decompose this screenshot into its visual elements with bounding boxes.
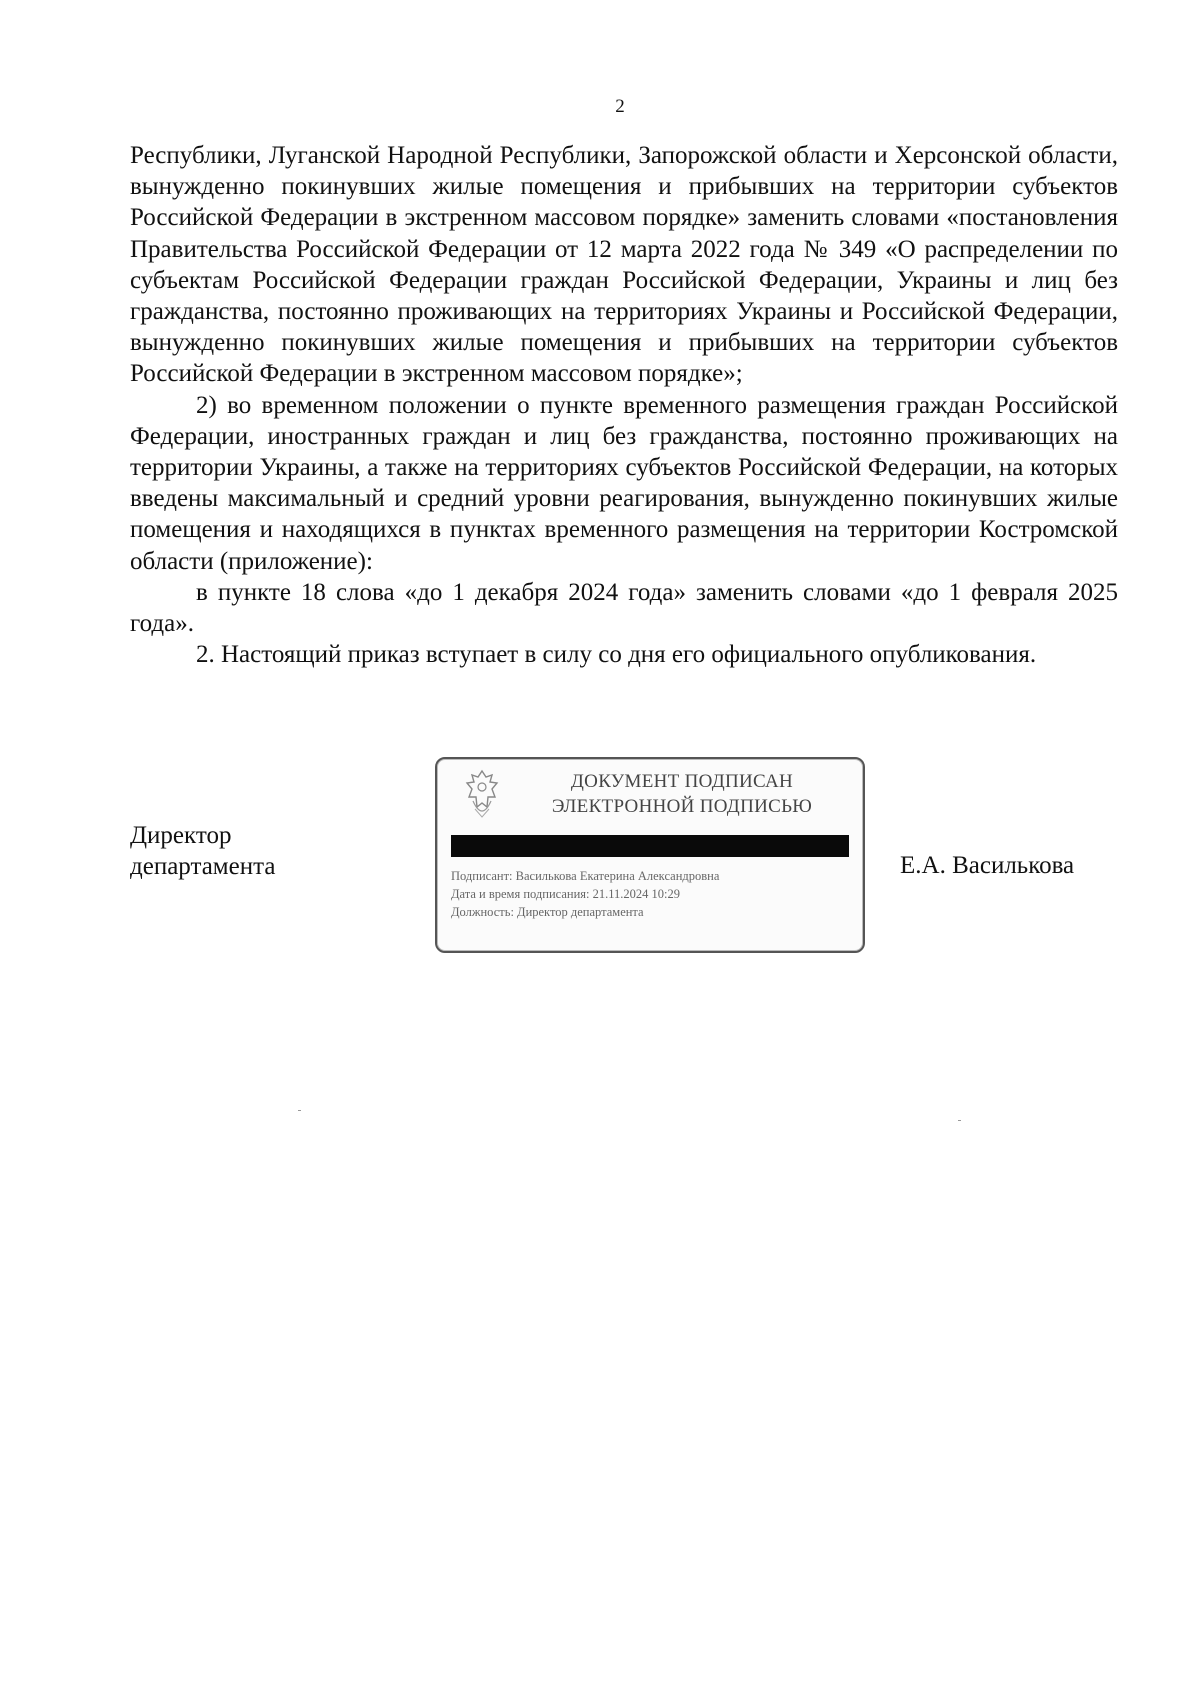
- signer-position: [130, 820, 275, 882]
- paragraph-amendment: в пункте 18 слова «до 1 декабря 2024 года» заменить словами «до 1 февраля 2025 года».: [130, 578, 1118, 638]
- electronic-signature-stamp: [435, 757, 865, 953]
- stamp-heading: [517, 769, 847, 819]
- paragraph-item-2: 2) во временном положении о пункте временного размещения граждан Российской Федерации, иностранных граждан и лиц без гражданства, постоянно проживающих на территории Украины, а также на территориях субъектов Российской Федерации, на которых введены максимальный и средний уровни реагирования, вынужденно покинувших жилые помещения и находящихся в пунктах временного размещения на территории Костромской области (приложение):: [130, 391, 1118, 575]
- scan-speck: [298, 1110, 301, 1111]
- scan-speck: [958, 1120, 961, 1121]
- signer-position-line2: департамента: [130, 853, 276, 880]
- signature-block: [130, 757, 1120, 957]
- signer-name: Е.А. Василькова: [900, 852, 1075, 879]
- stamp-heading-line2: ЭЛЕКТРОННОЙ ПОДПИСЬЮ: [551, 796, 813, 817]
- page-number: 2: [615, 96, 625, 117]
- stamp-signer: Подписант: Василькова Екатерина Александровна: [451, 869, 720, 883]
- stamp-position: Должность: Директор департамента: [451, 905, 644, 919]
- paragraph-effective-date: 2. Настоящий приказ вступает в силу со дня его официального опубликования.: [196, 641, 1037, 669]
- coat-of-arms-icon: [457, 767, 507, 825]
- paragraph-continuation: Республики, Луганской Народной Республики, Запорожской области и Херсонской области, вынужденно покинувших жилые помещения и прибывших на территории субъектов Российской Федерации в экстренном массовом порядке» заменить словами «постановления Правительства Российской Федерации от 12 марта 2022 года № 349 «О распределении по субъектам Российской Федерации граждан Российской Федерации, Украины и лиц без гражданства, постоянно проживающих на территориях Украины и Российской Федерации, вынужденно покинувших жилые помещения и прибывших на территории субъектов Российской Федерации в экстренном массовом порядке»;: [130, 142, 1118, 388]
- signer-position-line1: Директор: [130, 822, 232, 849]
- redaction-bar: [451, 835, 849, 857]
- stamp-datetime: Дата и время подписания: 21.11.2024 10:29: [451, 887, 681, 901]
- stamp-heading-line1: ДОКУМЕНТ ПОДПИСАН: [570, 771, 794, 792]
- document-body: [130, 140, 1118, 670]
- stamp-details: [451, 867, 851, 921]
